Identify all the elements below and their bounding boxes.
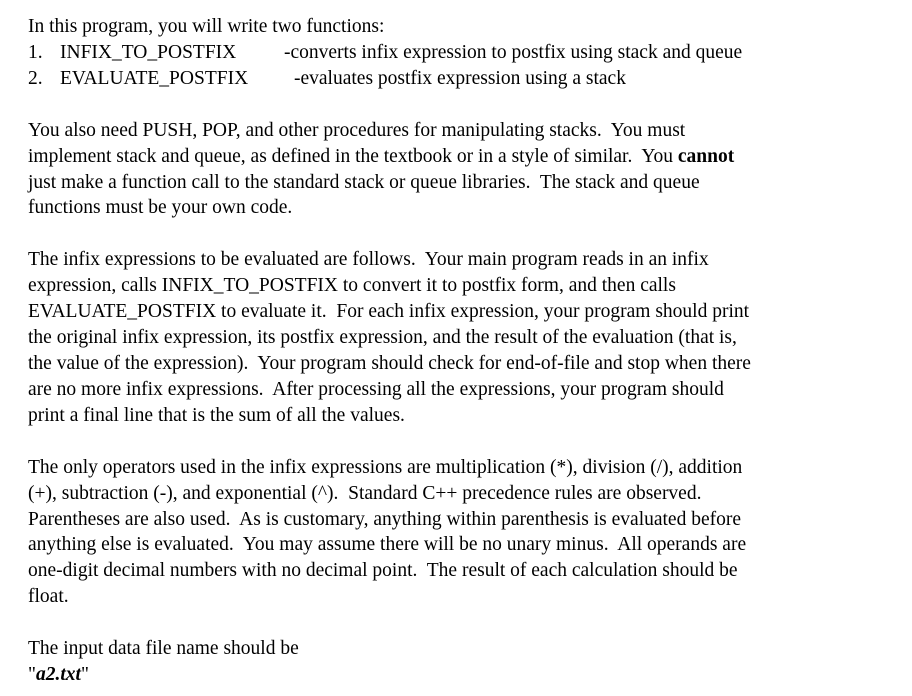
text-line: (+), subtraction (-), and exponential (^). Standard C++ precedence rules are observed. [28,482,702,504]
function-number: 1. [28,41,43,63]
paragraph-spacer [28,92,898,118]
infix-paragraph [28,247,898,428]
text-line: EVALUATE_POSTFIX to evaluate it. For each infix expression, your program should print [28,301,750,323]
input-paragraph [28,636,898,688]
function-number: 2. [28,67,43,89]
function-name: INFIX_TO_POSTFIX [60,41,237,63]
text-line: are no more infix expressions. After processing all the expressions, your program should [28,378,724,400]
input-filename: a2.txt [35,664,81,686]
intro-paragraph [28,14,898,92]
text-line: anything else is evaluated. You may assume there will be no unary minus. All operands are [28,534,747,556]
text-line: float. [28,586,69,608]
text-line: The input data file name should be [28,638,299,660]
text-line: The only operators used in the infix expressions are multiplication (*), division (/), addition [28,456,743,478]
text-line: functions must be your own code. [28,197,293,219]
text-line: You also need PUSH, POP, and other procedures for manipulating stacks. You must [28,119,686,141]
text-line: just make a function call to the standard stack or queue libraries. The stack and queue [28,171,700,193]
paragraph-spacer [28,610,898,636]
function-description: -converts infix expression to postfix using stack and queue [284,41,743,63]
quote-open: " [28,664,36,686]
text-line: print a final line that is the sum of all the values. [28,404,405,426]
text-line: Parentheses are also used. As is customary, anything within parenthesis is evaluated before [28,508,742,530]
paragraph-spacer [28,429,898,455]
input-filename-line [28,662,898,688]
text-segment: implement stack and queue, as defined in the textbook or in a style of similar. You [28,145,678,167]
function-description: -evaluates postfix expression using a stack [294,67,626,89]
function-name: EVALUATE_POSTFIX [60,67,249,89]
paragraph-spacer [28,221,898,247]
text-line: the value of the expression). Your program should check for end-of-file and stop when there [28,352,751,374]
text-line: one-digit decimal numbers with no decimal point. The result of each calculation should be [28,560,738,582]
emphasis-cannot: cannot [677,145,735,167]
stack-paragraph [28,118,898,222]
text-line [28,144,898,170]
function-item-2 [28,66,898,92]
text-line: expression, calls INFIX_TO_POSTFIX to convert it to postfix form, and then calls [28,275,676,297]
document-body [28,14,898,688]
operators-paragraph [28,455,898,610]
quote-close: " [80,664,89,686]
function-item-1 [28,40,898,66]
text-line: the original infix expression, its postfix expression, and the result of the evaluation (that is, [28,327,737,349]
text-line: The infix expressions to be evaluated are follows. Your main program reads in an infix [28,249,709,271]
intro-heading: In this program, you will write two functions: [28,16,385,37]
